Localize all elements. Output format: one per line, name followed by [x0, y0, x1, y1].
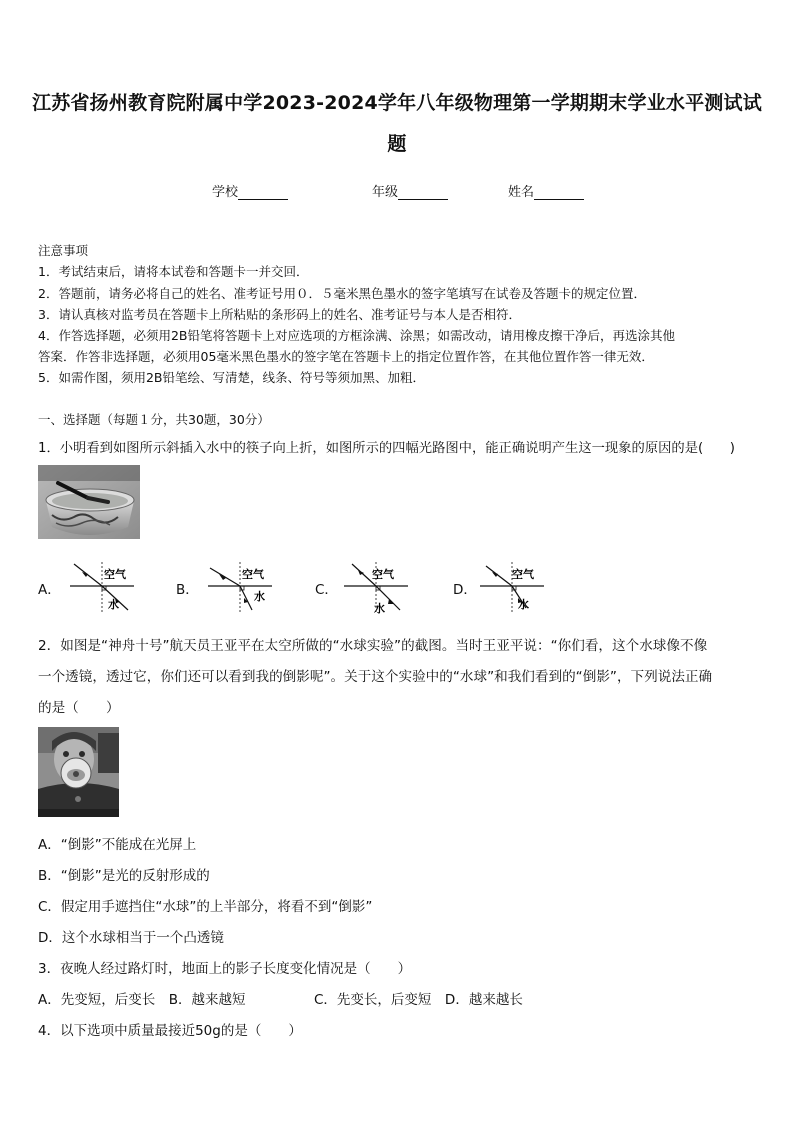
notice-item: 2．答题前，请务必将自己的姓名、准考证号用０．５毫米黑色墨水的签字笔填写在试卷及答题卡的规定位置．: [38, 286, 646, 301]
q1-option-c-diagram: [340, 560, 412, 614]
q1-option-a-diagram: [66, 560, 138, 614]
school-blank: [238, 185, 288, 200]
q2-option-c: C．假定用手遮挡住“水球”的上半部分，将看不到“倒影”: [38, 899, 373, 915]
school-label: 学校: [212, 185, 239, 200]
question-2-line1: 2．如图是“神舟十号”航天员王亚平在太空所做的“水球实验”的截图。当时王亚平说：“你们看，这个水球像不像: [38, 638, 708, 654]
q1-option-a-label: A．: [38, 582, 61, 598]
name-field: [508, 181, 584, 200]
notice-item: 3．请认真核对监考员在答题卡上所粘贴的条形码上的姓名、准考证号与本人是否相符．: [38, 307, 521, 322]
q1-option-b-water-label: 水: [254, 590, 265, 603]
q2-option-a: A．“倒影”不能成在光屏上: [38, 837, 197, 853]
q2-option-d: D．这个水球相当于一个凸透镜: [38, 930, 224, 946]
exam-title-line2: 题: [387, 133, 407, 155]
question-2-line2: 一个透镜，透过它，你们还可以看到我的倒影呢”。关于这个实验中的“水球”和我们看到的“倒影”，下列说法正确: [38, 669, 713, 685]
name-label: 姓名: [508, 185, 535, 200]
notice-item: 答案．作答非选择题，必须用05毫米黑色墨水的签字笔在答题卡上的指定位置作答，在其他位置作答一律无效．: [38, 349, 654, 364]
q3-options-group-2: C．先变长，后变短 D．越来越长: [314, 992, 523, 1008]
school-field: [212, 181, 288, 200]
q3-options-group-1: A．先变短，后变长 B．越来越短: [38, 992, 246, 1008]
q1-option-d-diagram: [476, 560, 548, 614]
q2-photo: [38, 727, 119, 817]
section-heading: 一、选择题（每题１分，共30题，30分）: [38, 412, 270, 427]
question-2-line3: 的是（ ）: [38, 700, 120, 716]
q1-photo: [38, 465, 140, 539]
q1-option-d-label: D．: [453, 582, 477, 598]
question-3-text: 3．夜晚人经过路灯时，地面上的影子长度变化情况是（ ）: [38, 961, 412, 977]
exam-title-line1: 江苏省扬州教育院附属中学2023-2024学年八年级物理第一学期期末学业水平测试试: [32, 92, 762, 114]
q1-option-c-label: C．: [315, 582, 338, 598]
notice-item: 4．作答选择题，必须用2B铅笔将答题卡上对应选项的方框涂满、涂黑；如需改动，请用橡皮擦干净后，再选涂其他: [38, 328, 675, 343]
notice-item: 5．如需作图，须用2B铅笔绘、写清楚，线条、符号等须加黑、加粗．: [38, 370, 425, 385]
notice-heading: 注意事项: [38, 243, 89, 258]
question-4-text: 4．以下选项中质量最接近50g的是（ ）: [38, 1023, 302, 1039]
q1-option-a-water-label: 水: [108, 598, 119, 611]
grade-blank: [398, 185, 448, 200]
grade-label: 年级: [372, 185, 399, 200]
q2-option-b: B．“倒影”是光的反射形成的: [38, 868, 210, 884]
q1-option-d-water-label: 水: [518, 598, 529, 611]
notice-item: 1．考试结束后，请将本试卷和答题卡一并交回．: [38, 264, 309, 279]
name-blank: [534, 185, 584, 200]
q1-option-c-air-label: 空气: [372, 568, 394, 581]
q1-option-c-water-label: 水: [374, 602, 385, 614]
question-1-text: 1．小明看到如图所示斜插入水中的筷子向上折，如图所示的四幅光路图中，能正确说明产生这一现象的原因的是( ): [38, 441, 735, 456]
q1-option-b-air-label: 空气: [242, 568, 264, 581]
grade-field: [372, 181, 448, 200]
q1-option-d-air-label: 空气: [512, 568, 534, 581]
q1-option-b-label: B．: [176, 582, 199, 598]
q1-option-a-air-label: 空气: [104, 568, 126, 581]
q1-option-b-diagram: [204, 560, 276, 614]
